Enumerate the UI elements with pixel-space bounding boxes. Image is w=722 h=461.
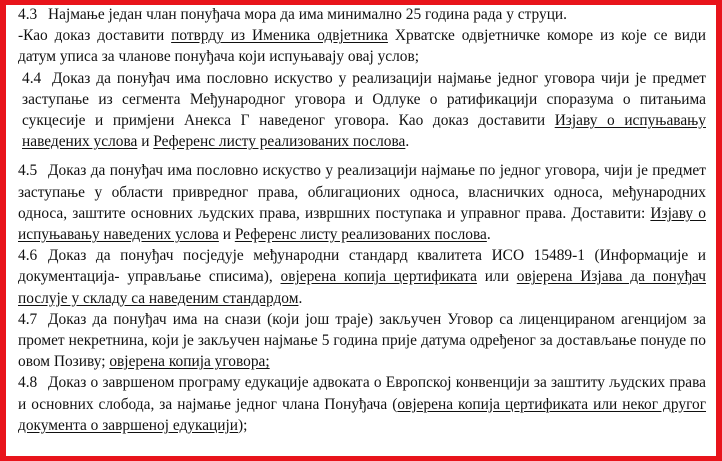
paragraph-text: или	[476, 268, 517, 286]
paragraph-text: );	[238, 416, 248, 434]
underlined-term: Референс листу реализованих послова	[153, 133, 406, 151]
paragraph-4-4	[18, 68, 706, 153]
paragraph-text: и	[218, 226, 235, 244]
paragraph-text: Доказ да понуђач има пословно искуство у реализацији најмање по једног уговора, чији је предмет заступање у области привредног права, облигационих односа, власничких односа, међународних односа, заштите основних људских права, извршних поступака и управног права. Доставити:	[18, 162, 706, 222]
paragraph-4-3	[18, 4, 706, 25]
paragraph-number: 4.3	[18, 6, 38, 23]
paragraph-4-5	[18, 160, 706, 245]
paragraph-text: Доказ да понуђач има на снази (који још траје) закључен Уговор са лиценцираном агенцијом за промет некретнина, који је закључен најмање 5 година прије датума одређеног за достављање понуде по овом Позиву;	[18, 310, 706, 371]
underlined-term: овјерена копија цертификата	[280, 268, 477, 286]
paragraph-4-6	[18, 245, 706, 309]
paragraph-text: Доказ да понуђач посједује међународни стандард квалитета ИСО 15489-1 (Информације и документација- управљање списима),	[18, 247, 706, 286]
paragraph-number: 4.8	[18, 374, 38, 392]
underlined-term: Изјаву о испуњавању наведених услова	[22, 112, 706, 151]
paragraph-text: -Као доказ доставити	[18, 27, 172, 45]
paragraph-text: Најмање један члан понуђача мора да има минимално 25 година рада у струци.	[48, 6, 568, 23]
paragraph-number: 4.7	[18, 310, 38, 328]
paragraph-4-7	[18, 309, 706, 373]
paragraph-proof-4-3	[18, 25, 706, 67]
underlined-term: овјерена копија уговора;	[109, 353, 270, 371]
paragraph-text: .	[405, 133, 410, 151]
paragraph-4-8	[18, 372, 706, 436]
document-body	[18, 4, 706, 436]
paragraph-number: 4.6	[18, 247, 38, 265]
paragraph-text: .	[298, 289, 303, 307]
underlined-term: овјерена копија цертификата или неког другог документа о завршеној едукацији	[18, 395, 707, 434]
underlined-term: Изјаву о испуњавању наведених услова	[18, 204, 706, 244]
paragraph-text: и	[137, 133, 154, 151]
underlined-term: потврду из Именика одвјетника	[171, 27, 388, 45]
paragraph-text: Хрватске одвјетничке коморе из које се види датум уписа за чланове понуђача који испуњавају овај услов;	[18, 27, 706, 66]
paragraph-text: Доказ да понуђач има пословно искуство у реализацији најмање једног уговора чији је предмет заступање из сегмента Међународног уговора и Одлуке о ратификацији споразума о питањима сукцесије и примјени Анекса Г наведеног уговора. Као доказ доставити	[22, 69, 706, 130]
paragraph-number: 4.5	[18, 162, 38, 180]
underlined-term: Референс листу реализованих послова	[234, 226, 487, 244]
underlined-term: овјерена Изјава да понуђач послује у складу са наведеним стандардом	[18, 268, 706, 307]
paragraph-text: .	[486, 226, 491, 244]
paragraph-text: Доказ о завршеном програму едукације адвоката о Европској конвенцији за заштиту људских права и основних слобода, за најмање једног члана Понуђача (	[18, 374, 706, 413]
paragraph-number: 4.4	[22, 69, 42, 87]
